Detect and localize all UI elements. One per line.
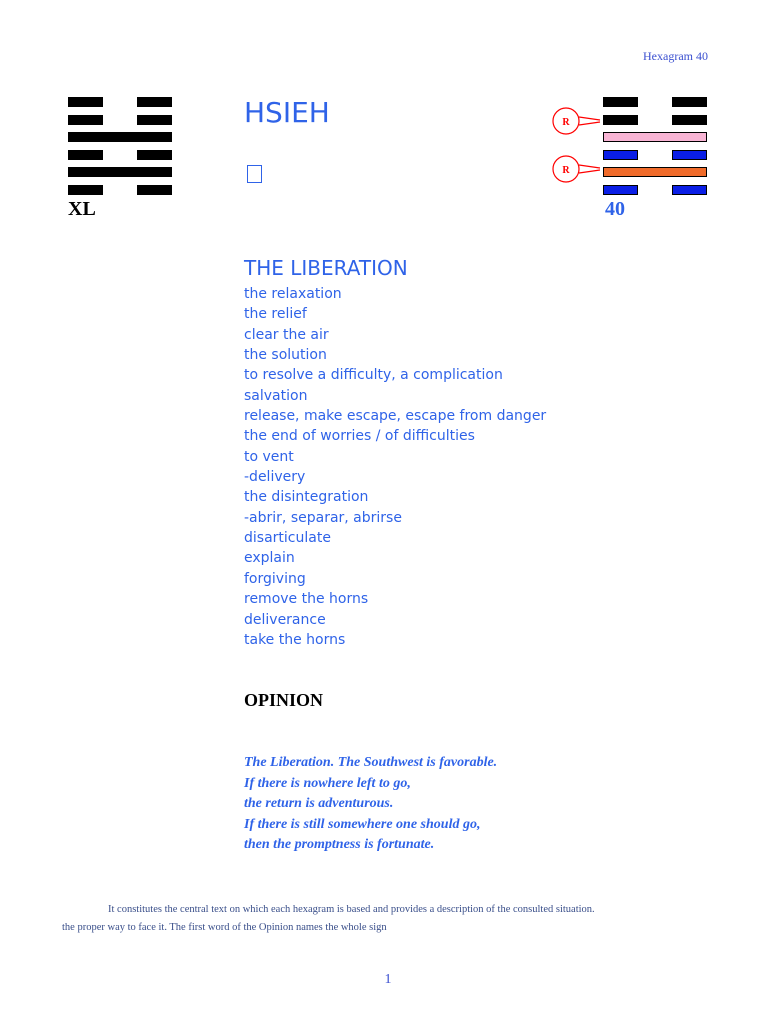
solid-line — [68, 167, 172, 177]
opinion-line: the return is adventurous. — [244, 796, 394, 812]
note-line-1: It constitutes the central text on which each hexagram is based and provides a description of the consulted situation. — [108, 904, 595, 915]
changing-line-marker — [553, 156, 600, 182]
meanings-list — [244, 284, 546, 650]
solid-line — [68, 132, 172, 142]
meaning-item: -delivery — [244, 469, 306, 486]
meaning-item: to vent — [244, 448, 294, 465]
meaning-item: the solution — [244, 347, 327, 364]
broken-line-segment — [603, 115, 638, 125]
broken-line-segment — [603, 150, 638, 160]
broken-line-segment — [603, 185, 638, 195]
marker-label: R — [562, 117, 570, 128]
opinion-line: then the promptness is fortunate. — [244, 837, 435, 853]
marker-label: R — [562, 165, 570, 176]
meaning-item: take the horns — [244, 631, 346, 648]
solid-line — [603, 167, 707, 177]
meaning-item: the relief — [244, 306, 307, 323]
hexagram-number: 40 — [605, 198, 625, 220]
solid-line — [603, 132, 707, 142]
meaning-item: remove the horns — [244, 591, 369, 608]
missing-glyph-icon — [247, 165, 262, 183]
broken-line-segment — [68, 185, 103, 195]
meaning-item: forgiving — [244, 570, 306, 587]
note-line-2: the proper way to face it. The first word of the Opinion names the whole sign — [62, 922, 387, 933]
broken-line-segment — [137, 115, 172, 125]
roman-numeral: XL — [68, 198, 96, 220]
meaning-item: explain — [244, 550, 295, 567]
meaning-item: disarticulate — [244, 530, 331, 547]
broken-line-segment — [672, 150, 707, 160]
opinion-line: If there is still somewhere one should go, — [244, 816, 481, 832]
broken-line-segment — [68, 150, 103, 160]
broken-line-segment — [603, 97, 638, 107]
meaning-item: the end of worries / of difficulties — [244, 428, 475, 445]
meaning-item: deliverance — [244, 611, 326, 628]
broken-line-segment — [672, 97, 707, 107]
meaning-item: the disintegration — [244, 489, 369, 506]
changing-line-markers — [548, 104, 608, 184]
meaning-item: salvation — [244, 387, 308, 404]
opinion-line: The Liberation. The Southwest is favorable. — [244, 755, 498, 770]
meaning-item: to resolve a difficulty, a complication — [244, 367, 503, 384]
opinion-heading: OPINION — [244, 690, 324, 710]
broken-line-segment — [68, 115, 103, 125]
broken-line-segment — [68, 97, 103, 107]
meaning-item: clear the air — [244, 326, 329, 343]
hexagram-subtitle: THE LIBERATION — [244, 256, 408, 280]
broken-line-segment — [137, 150, 172, 160]
opinion-text — [244, 753, 497, 856]
header-label: Hexagram 40 — [643, 49, 708, 63]
changing-line-marker — [553, 108, 600, 134]
opinion-line: If there is nowhere left to go, — [244, 775, 411, 791]
broken-line-segment — [137, 97, 172, 107]
page-number: 1 — [384, 972, 392, 987]
meaning-item: -abrir, separar, abrirse — [244, 509, 402, 526]
broken-line-segment — [672, 185, 707, 195]
broken-line-segment — [137, 185, 172, 195]
hexagram-title: HSIEH — [244, 96, 330, 129]
broken-line-segment — [672, 115, 707, 125]
meaning-item: the relaxation — [244, 286, 342, 302]
meaning-item: release, make escape, escape from danger — [244, 408, 547, 425]
